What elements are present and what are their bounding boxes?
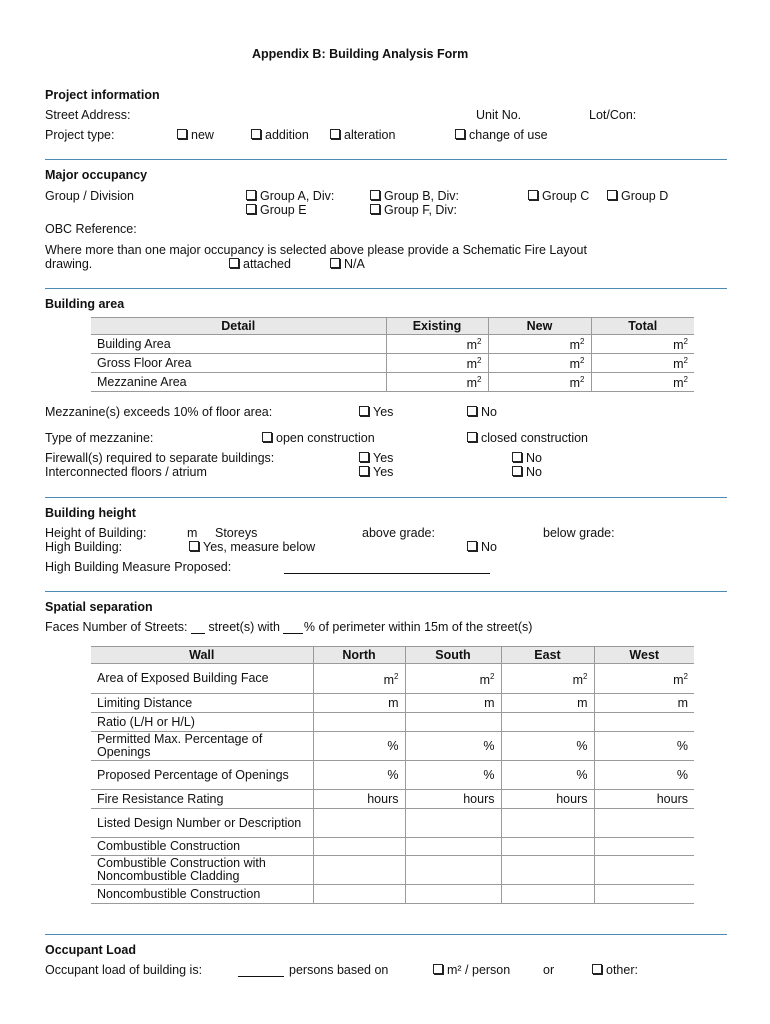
checkbox-label: Group C xyxy=(542,189,590,203)
table-row xyxy=(91,335,694,354)
group-division-label: Group / Division xyxy=(45,189,134,203)
checkbox-icon xyxy=(189,541,199,551)
checkbox-label: attached xyxy=(243,257,291,271)
checkbox-firewall-no[interactable] xyxy=(512,451,542,465)
checkbox-label: No xyxy=(481,405,497,419)
checkbox-label: No xyxy=(481,540,497,554)
checkbox-closed-construction[interactable] xyxy=(467,431,588,445)
height-of-building-label: Height of Building: xyxy=(45,526,147,540)
column-header: Wall xyxy=(91,647,313,664)
table-row xyxy=(91,354,694,373)
checkbox-new[interactable] xyxy=(177,128,214,142)
input-cell[interactable]: m xyxy=(405,694,501,713)
input-cell[interactable]: $m^2$ xyxy=(591,373,694,392)
checkbox-icon xyxy=(607,190,617,200)
checkbox-label: m² / person xyxy=(447,963,511,977)
section-heading-project: Project information xyxy=(45,88,160,102)
input-cell[interactable]: $m^2$ xyxy=(405,664,501,694)
table-row xyxy=(91,373,694,392)
input-cell[interactable] xyxy=(501,809,594,838)
column-header: Existing xyxy=(386,318,488,335)
checkbox-icon xyxy=(512,466,522,476)
column-header: North xyxy=(313,647,405,664)
faces-label: Faces Number of Streets: xyxy=(45,620,188,634)
row-label: Mezzanine Area xyxy=(91,373,386,392)
section-heading-area: Building area xyxy=(45,297,125,311)
checkbox-icon xyxy=(330,258,340,268)
obc-reference-label: OBC Reference: xyxy=(45,222,137,236)
persons-based-on-label: persons based on xyxy=(289,963,389,977)
type-mezzanine-label: Type of mezzanine: xyxy=(45,431,154,445)
high-building-label: High Building: xyxy=(45,540,123,554)
input-cell[interactable] xyxy=(313,856,405,885)
above-grade-label: above grade: xyxy=(362,526,435,540)
row-label: Building Area xyxy=(91,335,386,354)
below-grade-label: below grade: xyxy=(543,526,615,540)
input-cell[interactable]: $m^2$ xyxy=(591,354,694,373)
project-type-label: Project type: xyxy=(45,128,115,142)
checkbox-group-b[interactable] xyxy=(370,189,459,203)
input-cell[interactable] xyxy=(501,713,594,732)
section-divider xyxy=(45,591,727,592)
height-unit-m: m xyxy=(187,526,198,540)
checkbox-label: alteration xyxy=(344,128,396,142)
checkbox-icon xyxy=(455,129,465,139)
perimeter-percent-field[interactable] xyxy=(283,621,303,634)
input-cell[interactable]: hours xyxy=(594,790,694,809)
checkbox-high-no[interactable] xyxy=(467,540,497,554)
input-cell[interactable] xyxy=(594,838,694,856)
input-cell[interactable]: % xyxy=(405,732,501,761)
input-cell[interactable]: $m^2$ xyxy=(594,664,694,694)
table-header-row xyxy=(91,647,694,664)
table-row xyxy=(91,790,694,809)
input-cell[interactable]: hours xyxy=(313,790,405,809)
table-row xyxy=(91,838,694,856)
column-header: Detail xyxy=(91,318,386,335)
table-header-row xyxy=(91,318,694,335)
input-cell[interactable]: % xyxy=(313,761,405,790)
checkbox-atrium-yes[interactable] xyxy=(359,465,393,479)
checkbox-icon xyxy=(229,258,239,268)
checkbox-icon xyxy=(359,452,369,462)
input-cell[interactable] xyxy=(501,838,594,856)
checkbox-icon xyxy=(467,406,477,416)
checkbox-high-yes[interactable] xyxy=(189,540,315,554)
input-cell[interactable]: % xyxy=(405,761,501,790)
checkbox-label: open construction xyxy=(276,431,375,445)
checkbox-icon xyxy=(359,466,369,476)
input-cell[interactable] xyxy=(594,713,694,732)
checkbox-attached[interactable] xyxy=(229,257,291,271)
input-cell[interactable] xyxy=(594,809,694,838)
faces-streets-line xyxy=(45,620,532,634)
column-header: Total xyxy=(591,318,694,335)
input-cell[interactable] xyxy=(501,856,594,885)
checkbox-label: Yes xyxy=(373,405,394,419)
input-cell[interactable]: $m^2$ xyxy=(313,664,405,694)
row-label: Area of Exposed Building Face xyxy=(91,664,313,694)
checkbox-group-a[interactable] xyxy=(246,189,334,203)
checkbox-icon xyxy=(467,432,477,442)
section-divider xyxy=(45,159,727,160)
input-cell[interactable]: $m^2$ xyxy=(386,373,488,392)
checkbox-group-e[interactable] xyxy=(246,203,307,217)
input-cell[interactable]: % xyxy=(501,732,594,761)
input-cell[interactable] xyxy=(594,885,694,904)
section-divider xyxy=(45,497,727,498)
input-cell[interactable]: % xyxy=(501,761,594,790)
input-cell[interactable]: $m^2$ xyxy=(386,335,488,354)
table-row xyxy=(91,664,694,694)
section-divider xyxy=(45,934,727,935)
mezzanine-exceeds-label: Mezzanine(s) exceeds 10% of floor area: xyxy=(45,405,273,419)
building-area-table xyxy=(91,317,694,392)
lot-con-label: Lot/Con: xyxy=(589,108,637,122)
row-label: Limiting Distance xyxy=(91,694,313,713)
row-label: Combustible Construction xyxy=(91,838,313,856)
input-cell[interactable]: hours xyxy=(405,790,501,809)
checkbox-icon xyxy=(262,432,272,442)
faces-label-c: % of perimeter within 15m of the street(s) xyxy=(303,620,533,634)
checkbox-label: Group A, Div: xyxy=(260,189,335,203)
checkbox-label: closed construction xyxy=(481,431,589,445)
checkbox-other[interactable] xyxy=(592,963,638,977)
checkbox-icon xyxy=(370,190,380,200)
occupant-load-field[interactable] xyxy=(238,963,284,977)
checkbox-m2-person[interactable] xyxy=(433,963,510,977)
checkbox-label: N/A xyxy=(344,257,365,271)
table-row xyxy=(91,809,694,838)
checkbox-icon xyxy=(359,406,369,416)
fire-layout-note-cont: drawing. xyxy=(45,257,93,271)
input-cell[interactable] xyxy=(313,885,405,904)
checkbox-icon xyxy=(251,129,261,139)
input-cell[interactable] xyxy=(313,713,405,732)
checkbox-icon xyxy=(467,541,477,551)
checkbox-label: Group B, Div: xyxy=(384,189,460,203)
checkbox-icon xyxy=(246,204,256,214)
checkbox-group-c[interactable] xyxy=(528,189,589,203)
faces-label-b: street(s) with xyxy=(208,620,280,634)
row-label: Proposed Percentage of Openings xyxy=(91,761,313,790)
checkbox-label: new xyxy=(191,128,214,142)
checkbox-icon xyxy=(592,964,602,974)
table-row xyxy=(91,694,694,713)
section-heading-spatial: Spatial separation xyxy=(45,600,153,614)
fire-layout-note: Where more than one major occupancy is selected above please provide a Schematic Fire Layout xyxy=(45,243,587,257)
input-cell[interactable]: $m^2$ xyxy=(501,664,594,694)
high-measure-label: High Building Measure Proposed: xyxy=(45,560,232,574)
checkbox-atrium-no[interactable] xyxy=(512,465,542,479)
row-label: Gross Floor Area xyxy=(91,354,386,373)
section-heading-occupancy: Major occupancy xyxy=(45,168,148,182)
input-cell[interactable]: $m^2$ xyxy=(488,373,591,392)
interconnected-label: Interconnected floors / atrium xyxy=(45,465,207,479)
checkbox-label: No xyxy=(526,465,542,479)
input-cell[interactable]: $m^2$ xyxy=(591,335,694,354)
street-address-label: Street Address: xyxy=(45,108,131,122)
table-row xyxy=(91,856,694,885)
row-label: Permitted Max. Percentage of Openings xyxy=(91,732,313,761)
input-cell[interactable] xyxy=(405,885,501,904)
input-cell[interactable]: % xyxy=(594,732,694,761)
checkbox-label: Group F, Div: xyxy=(384,203,457,217)
section-heading-height: Building height xyxy=(45,506,136,520)
checkbox-mezz-no[interactable] xyxy=(467,405,497,419)
column-header: West xyxy=(594,647,694,664)
row-label: Listed Design Number or Description xyxy=(91,809,313,838)
table-row xyxy=(91,761,694,790)
input-cell[interactable] xyxy=(405,809,501,838)
section-divider xyxy=(45,288,727,289)
checkbox-icon xyxy=(512,452,522,462)
column-header: New xyxy=(488,318,591,335)
spatial-separation-table xyxy=(91,646,694,904)
input-cell[interactable]: % xyxy=(594,761,694,790)
checkbox-icon xyxy=(177,129,187,139)
input-cell[interactable]: $m^2$ xyxy=(386,354,488,373)
checkbox-label: change of use xyxy=(469,128,548,142)
or-label: or xyxy=(543,963,555,977)
table-row xyxy=(91,732,694,761)
checkbox-label: Yes, measure below xyxy=(203,540,316,554)
row-label: Noncombustible Construction xyxy=(91,885,313,904)
input-cell[interactable]: m xyxy=(501,694,594,713)
checkbox-na[interactable] xyxy=(330,257,365,271)
checkbox-icon xyxy=(246,190,256,200)
high-measure-field[interactable] xyxy=(284,560,490,574)
input-cell[interactable]: $m^2$ xyxy=(488,354,591,373)
occupant-load-label: Occupant load of building is: xyxy=(45,963,203,977)
checkbox-icon xyxy=(330,129,340,139)
input-cell[interactable] xyxy=(405,856,501,885)
checkbox-icon xyxy=(433,964,443,974)
input-cell[interactable] xyxy=(405,713,501,732)
checkbox-label: Group E xyxy=(260,203,307,217)
input-cell[interactable] xyxy=(594,856,694,885)
checkbox-label: other: xyxy=(606,963,638,977)
checkbox-label: Yes xyxy=(373,451,394,465)
streets-count-field[interactable] xyxy=(191,621,205,634)
column-header: East xyxy=(501,647,594,664)
input-cell[interactable] xyxy=(313,838,405,856)
unit-no-label: Unit No. xyxy=(476,108,522,122)
checkbox-alteration[interactable] xyxy=(330,128,395,142)
input-cell[interactable]: % xyxy=(313,732,405,761)
input-cell[interactable]: $m^2$ xyxy=(488,335,591,354)
input-cell[interactable] xyxy=(313,809,405,838)
input-cell[interactable] xyxy=(405,838,501,856)
checkbox-addition[interactable] xyxy=(251,128,309,142)
checkbox-change-of-use[interactable] xyxy=(455,128,548,142)
storeys-label: Storeys xyxy=(215,526,258,540)
checkbox-icon xyxy=(370,204,380,214)
section-heading-occupant: Occupant Load xyxy=(45,943,136,957)
checkbox-label: Group D xyxy=(621,189,669,203)
table-row xyxy=(91,885,694,904)
row-label: Ratio (L/H or H/L) xyxy=(91,713,313,732)
column-header: South xyxy=(405,647,501,664)
checkbox-open-construction[interactable] xyxy=(262,431,375,445)
row-label: Fire Resistance Rating xyxy=(91,790,313,809)
table-row xyxy=(91,713,694,732)
checkbox-mezz-yes[interactable] xyxy=(359,405,393,419)
page-title: Appendix B: Building Analysis Form xyxy=(252,47,469,61)
checkbox-group-f[interactable] xyxy=(370,203,457,217)
input-cell[interactable] xyxy=(501,885,594,904)
row-label: Combustible Construction with Noncombustible Cladding xyxy=(91,856,313,885)
firewalls-label: Firewall(s) required to separate buildings: xyxy=(45,451,275,465)
input-cell[interactable]: hours xyxy=(501,790,594,809)
input-cell[interactable]: m xyxy=(594,694,694,713)
checkbox-label: No xyxy=(526,451,542,465)
checkbox-group-d[interactable] xyxy=(607,189,668,203)
checkbox-label: addition xyxy=(265,128,309,142)
input-cell[interactable]: m xyxy=(313,694,405,713)
checkbox-icon xyxy=(528,190,538,200)
checkbox-firewall-yes[interactable] xyxy=(359,451,393,465)
checkbox-label: Yes xyxy=(373,465,394,479)
